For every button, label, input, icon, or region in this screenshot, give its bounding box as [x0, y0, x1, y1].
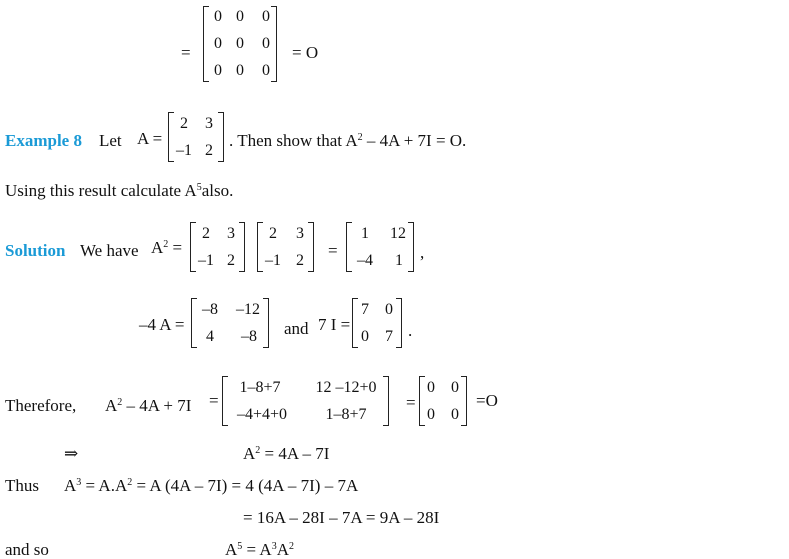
therefore-label: Therefore,	[5, 396, 77, 415]
matrix-cell: 0	[361, 328, 369, 345]
a-squared-label: $A^2$ =	[151, 238, 183, 257]
zero-matrix-3x3	[203, 6, 277, 82]
thus-equation-line-2: = 16A – 28I – 7A = 9A – 28I	[243, 508, 440, 527]
equals-sign: =	[328, 241, 338, 260]
matrix-cell: 12	[390, 225, 406, 242]
matrix-a	[168, 112, 224, 162]
matrix-cell: –1	[176, 142, 192, 159]
matrix-7i	[352, 298, 402, 348]
matrix-cell: 3	[205, 115, 213, 132]
and-so-equation: $A^5 = A^3A^2$	[225, 540, 294, 559]
matrix-cell: 0	[451, 379, 459, 396]
thus-equation: $A^3 = A.A^2 = A$ (4A – 7I) = 4 (4A – 7I) – 7A	[64, 476, 359, 495]
matrix-cell: 3	[296, 225, 304, 242]
matrix-cell: 0	[451, 406, 459, 423]
we-have-text: We have	[80, 241, 139, 260]
matrix-cell: 0	[236, 62, 244, 79]
matrix-a-squared	[346, 222, 414, 272]
and-so-label: and so	[5, 540, 49, 559]
matrix-cell: 1	[395, 252, 403, 269]
matrix-cell: –8	[202, 301, 218, 318]
example-label: Example 8	[5, 131, 82, 150]
matrix-cell: 0	[236, 8, 244, 25]
matrix-cell: 1–8+7	[239, 379, 281, 396]
matrix-cell: –8	[241, 328, 257, 345]
matrix-cell: 2	[227, 252, 235, 269]
problem-statement: . Then show that $A^2 - 4A + 7I = O$.	[229, 131, 467, 150]
matrix-cell: 12 –12+0	[315, 379, 377, 396]
result-o: = O	[292, 43, 319, 62]
matrix-cell: 0	[262, 62, 270, 79]
matrix-cell: 3	[227, 225, 235, 242]
zero-matrix-2x2	[419, 376, 467, 426]
equals-sign: =	[181, 43, 191, 62]
neg-4a-label: –4 A =	[139, 315, 185, 334]
matrix-cell: 2	[180, 115, 188, 132]
matrix-cell: 7	[361, 301, 369, 318]
comma: ,	[420, 243, 425, 262]
matrix-cell: –1	[198, 252, 214, 269]
and-text: and	[284, 319, 309, 338]
solution-label: Solution	[5, 241, 66, 260]
matrix-cell: 2	[205, 142, 213, 159]
matrix-cell: –1	[265, 252, 281, 269]
matrix-cell: 1–8+7	[325, 406, 367, 423]
implies-equation: $A^2 = 4A - 7I$	[243, 444, 330, 463]
problem-line-2: Using this result calculate $A^5also$.	[5, 181, 234, 200]
matrix-cell: –12	[236, 301, 260, 318]
a-label: A =	[137, 129, 163, 148]
matrix-cell: 2	[296, 252, 304, 269]
matrix-cell: 7	[385, 328, 393, 345]
matrix-cell: 0	[214, 8, 222, 25]
period: .	[408, 321, 413, 340]
equals-sign: =	[406, 393, 416, 412]
matrix-cell: 0	[262, 35, 270, 52]
matrix-cell: 2	[202, 225, 210, 242]
seven-i-label: 7 I =	[318, 315, 351, 334]
matrix-cell: 0	[214, 35, 222, 52]
let-text: Let	[99, 131, 122, 150]
matrix-cell: 0	[427, 379, 435, 396]
matrix-cell: 0	[262, 8, 270, 25]
matrix-cell: 4	[206, 328, 214, 345]
matrix-cell: 0	[427, 406, 435, 423]
implies-arrow-icon: ⇒	[64, 444, 79, 463]
matrix-cell: –4	[357, 252, 373, 269]
matrix-cell: 1	[361, 225, 369, 242]
matrix-a-first	[190, 222, 245, 272]
result-o: =O	[476, 391, 498, 410]
matrix-cell: 0	[385, 301, 393, 318]
therefore-expression: $A^2 - 4A + 7I$	[105, 396, 192, 415]
matrix-a-second	[257, 222, 314, 272]
matrix-sum	[222, 376, 389, 426]
matrix-cell: 0	[236, 35, 244, 52]
thus-label: Thus	[5, 476, 39, 495]
matrix-cell: 2	[269, 225, 277, 242]
matrix-neg-4a	[191, 298, 269, 348]
matrix-cell: –4+4+0	[236, 406, 288, 423]
matrix-cell: 0	[214, 62, 222, 79]
equals-sign: =	[209, 391, 219, 410]
